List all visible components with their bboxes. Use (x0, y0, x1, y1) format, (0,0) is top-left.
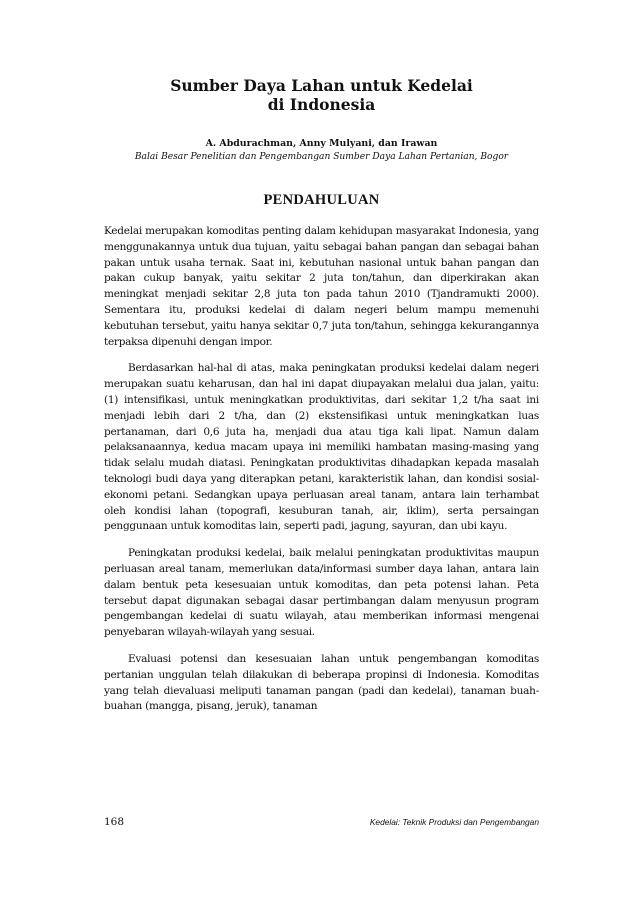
author-list: A. Abdurachman, Anny Mulyani, dan Irawan (205, 138, 438, 149)
paper-title-line-1: Sumber Daya Lahan untuk Kedelai (170, 76, 473, 95)
paper-title (104, 76, 539, 114)
body-text (104, 224, 539, 726)
paragraph-4: Evaluasi potensi dan kesesuaian lahan untuk pengembangan komoditas pertanian unggulan telah dilakukan di beberapa propinsi di Indonesia. Komoditas yang telah dievaluasi meliputi tanaman pangan (padi dan kedelai), tanaman buah-buahan (mangga, pisang, jeruk), tanaman (104, 652, 539, 713)
running-title: Kedelai: Teknik Produksi dan Pengembangan (369, 817, 539, 827)
paper-title-line-2: di Indonesia (267, 95, 376, 114)
paragraph-3: Peningkatan produksi kedelai, baik melalui peningkatan produktivitas maupun perluasan areal tanam, memerlukan data/informasi sumber daya lahan, antara lain dalam bentuk peta kesesuaian untuk komoditas, dan peta potensi lahan. Peta tersebut dapat digunakan sebagai dasar pertimbangan dalam menyusun program pengembangan kedelai di suatu wilayah, atau memberikan informasi mengenai penyebaran wilayah-wilayah yang sesuai. (104, 547, 539, 639)
paper-page (104, 0, 539, 907)
page-number: 168 (104, 816, 125, 828)
author-affiliation: Balai Besar Penelitian dan Pengembangan Sumber Daya Lahan Pertanian, Bogor (134, 152, 509, 162)
paragraph-2: Berdasarkan hal-hal di atas, maka peningkatan produksi kedelai dalam negeri merupakan suatu keharusan, dan hal ini dapat diupayakan melalui dua jalan, yaitu: (1) intensifikasi, untuk meningkatkan produktivitas, dari sekitar 1,2 t/ha saat ini menjadi lebih dari 2 t/ha, dan (2) ekstensifikasi untuk meningkatkan luas pertanaman, dari 0,6 juta ha, menjadi dua atau tiga kali lipat. Namun dalam pelaksanaannya, kedua macam upaya ini memiliki hambatan masing-masing yang tidak selalu mudah diatasi. Peningkatan produktivitas dihadapkan kepada masalah teknologi budi daya yang diterapkan petani, karakteristik lahan, dan kondisi sosial-ekonomi petani. Sedangkan upaya perluasan areal tanam, antara lain terhambat oleh kondisi lahan (topografi, kesuburan tanah, air, iklim), serta persaingan penggunaan untuk komoditas lain, seperti padi, jagung, sayuran, dan ubi kayu. (104, 362, 539, 533)
page-footer (104, 815, 539, 829)
section-heading: PENDAHULUAN (263, 192, 380, 208)
paragraph-1: Kedelai merupakan komoditas penting dalam kehidupan masyarakat Indonesia, yang menggunakannya untuk dua tujuan, yaitu sebagai bahan pangan dan sebagai bahan pakan untuk usaha ternak. Saat ini, kebutuhan nasional untuk bahan pangan dan pakan cukup banyak, yaitu sekitar 2 juta ton/tahun, dan diperkirakan akan meningkat menjadi sekitar 2,8 juta ton pada tahun 2010 (Tjandramukti 2000). Sementara itu, produksi kedelai di dalam negeri belum mampu memenuhi kebutuhan tersebut, yaitu hanya sekitar 0,7 juta ton/tahun, sehingga kekurangannya terpaksa dipenuhi dengan impor. (104, 225, 539, 348)
